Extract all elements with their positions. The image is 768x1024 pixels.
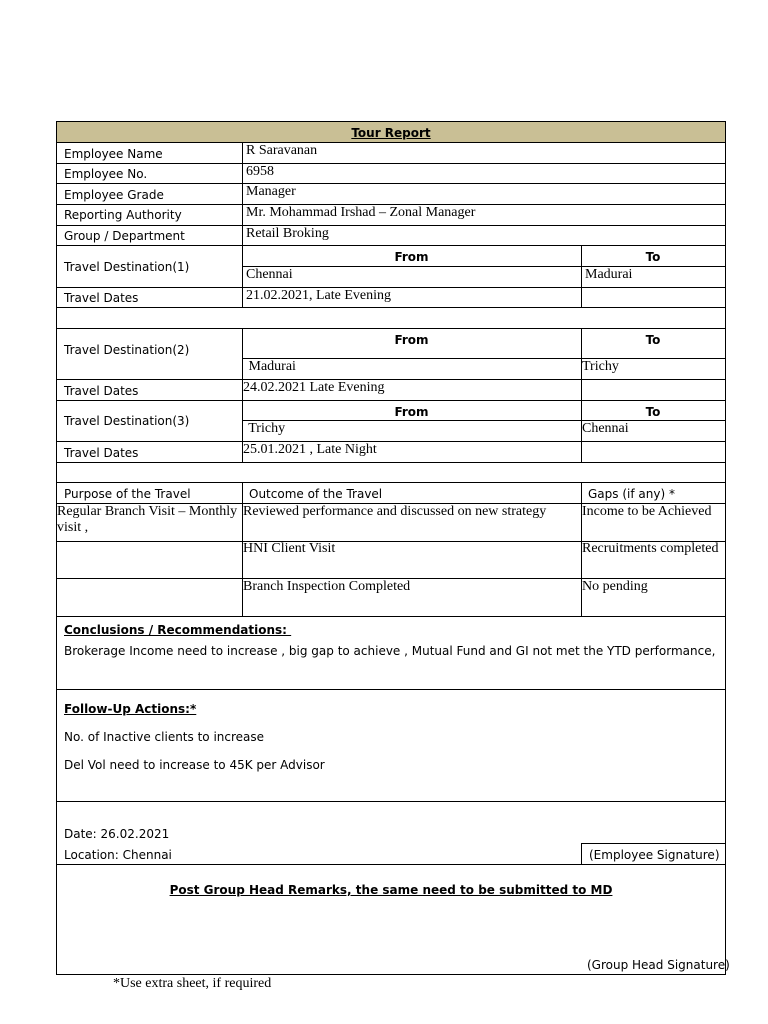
- trip-3-to-value: Chennai: [582, 421, 629, 436]
- trip-3-dates-label: Travel Dates: [64, 446, 139, 460]
- rule: [56, 142, 726, 143]
- rule: [56, 441, 726, 442]
- trip-1-from-value: Chennai: [246, 267, 293, 282]
- report-title: Tour Report: [351, 126, 431, 140]
- trip-1-label: Travel Destination(1): [64, 260, 190, 274]
- trip-1-dates-label: Travel Dates: [64, 291, 139, 305]
- rule: [581, 843, 582, 864]
- employee-grade-value: Manager: [246, 184, 296, 199]
- trip-3-from-header: From: [394, 405, 429, 419]
- footnote: *Use extra sheet, if required: [113, 976, 272, 991]
- follow-up-item: No. of Inactive clients to increase: [64, 730, 265, 744]
- rule: [725, 121, 726, 975]
- rule: [56, 400, 726, 401]
- rule: [581, 328, 582, 462]
- rule: [56, 974, 726, 975]
- trip-3-from-value: Trichy: [245, 421, 286, 436]
- gaps-header: Gaps (if any) *: [588, 487, 675, 501]
- rule: [56, 482, 726, 483]
- group-department-label: Group / Department: [64, 229, 185, 243]
- rule: [56, 121, 57, 975]
- conclusions-text: Brokerage Income need to increase , big gap to achieve , Mutual Fund and GI not met the YTD performance,: [64, 644, 716, 658]
- group-head-signature-label: (Group Head Signature): [587, 958, 730, 972]
- rule: [56, 183, 726, 184]
- rule: [242, 420, 726, 421]
- trip-2-to-value: Trichy: [582, 359, 619, 374]
- follow-up-heading: Follow-Up Actions:*: [64, 702, 197, 716]
- trip-1-dates-value: 21.02.2021, Late Evening: [246, 288, 392, 303]
- rule: [56, 616, 726, 617]
- trip-3-label: Travel Destination(3): [64, 414, 190, 428]
- trip-1-to-value: Madurai: [585, 267, 633, 282]
- trip-2-label: Travel Destination(2): [64, 343, 190, 357]
- trip-2-from-header: From: [394, 333, 429, 347]
- trip-2-to-header: To: [645, 333, 661, 347]
- rule: [56, 121, 726, 122]
- rule: [56, 307, 726, 308]
- trip-2-from-value: Madurai: [245, 359, 296, 374]
- signature-line: [581, 843, 726, 844]
- rule: [56, 801, 726, 802]
- employee-no-value: 6958: [246, 164, 274, 179]
- group-department-value: Retail Broking: [246, 226, 329, 241]
- trip-2-dates-label: Travel Dates: [64, 384, 139, 398]
- rule: [56, 379, 726, 380]
- employee-name-label: Employee Name: [64, 147, 163, 161]
- outcome-row-2: HNI Client Visit: [243, 541, 336, 556]
- purpose-row-1: Regular Branch Visit – Monthly visit ,: [57, 504, 238, 535]
- rule: [56, 462, 726, 463]
- report-date: Date: 26.02.2021: [64, 827, 170, 841]
- report-location: Location: Chennai: [64, 848, 172, 862]
- rule: [56, 328, 726, 329]
- group-head-remarks-heading: Post Group Head Remarks, the same need to be submitted to MD: [169, 883, 613, 897]
- rule: [242, 266, 726, 267]
- employee-grade-label: Employee Grade: [64, 188, 164, 202]
- trip-1-from-header: From: [394, 250, 429, 264]
- rule: [242, 358, 726, 359]
- conclusions-heading: Conclusions / Recommendations:: [64, 623, 292, 637]
- employee-name-value: R Saravanan: [246, 143, 318, 158]
- employee-no-label: Employee No.: [64, 167, 148, 181]
- reporting-authority-label: Reporting Authority: [64, 208, 182, 222]
- trip-1-to-header: To: [645, 250, 661, 264]
- rule: [56, 689, 726, 690]
- rule: [242, 142, 243, 308]
- outcome-header: Outcome of the Travel: [249, 487, 383, 501]
- reporting-authority-value: Mr. Mohammad Irshad – Zonal Manager: [246, 205, 476, 220]
- outcome-row-1: Reviewed performance and discussed on new strategy: [243, 504, 547, 519]
- trip-3-to-header: To: [645, 405, 661, 419]
- rule: [56, 245, 726, 246]
- trip-2-dates-value: 24.02.2021 Late Evening: [243, 380, 385, 395]
- outcome-row-3: Branch Inspection Completed: [243, 579, 411, 594]
- rule: [56, 225, 726, 226]
- rule: [56, 163, 726, 164]
- employee-signature-label: (Employee Signature): [589, 848, 720, 862]
- gaps-row-2: Recruitments completed: [582, 541, 719, 556]
- gaps-row-1: Income to be Achieved: [582, 504, 712, 519]
- rule: [56, 864, 726, 865]
- purpose-header: Purpose of the Travel: [64, 487, 191, 501]
- trip-3-dates-value: 25.01.2021 , Late Night: [243, 442, 377, 457]
- follow-up-item: Del Vol need to increase to 45K per Advisor: [64, 758, 325, 772]
- gaps-row-3: No pending: [582, 579, 648, 594]
